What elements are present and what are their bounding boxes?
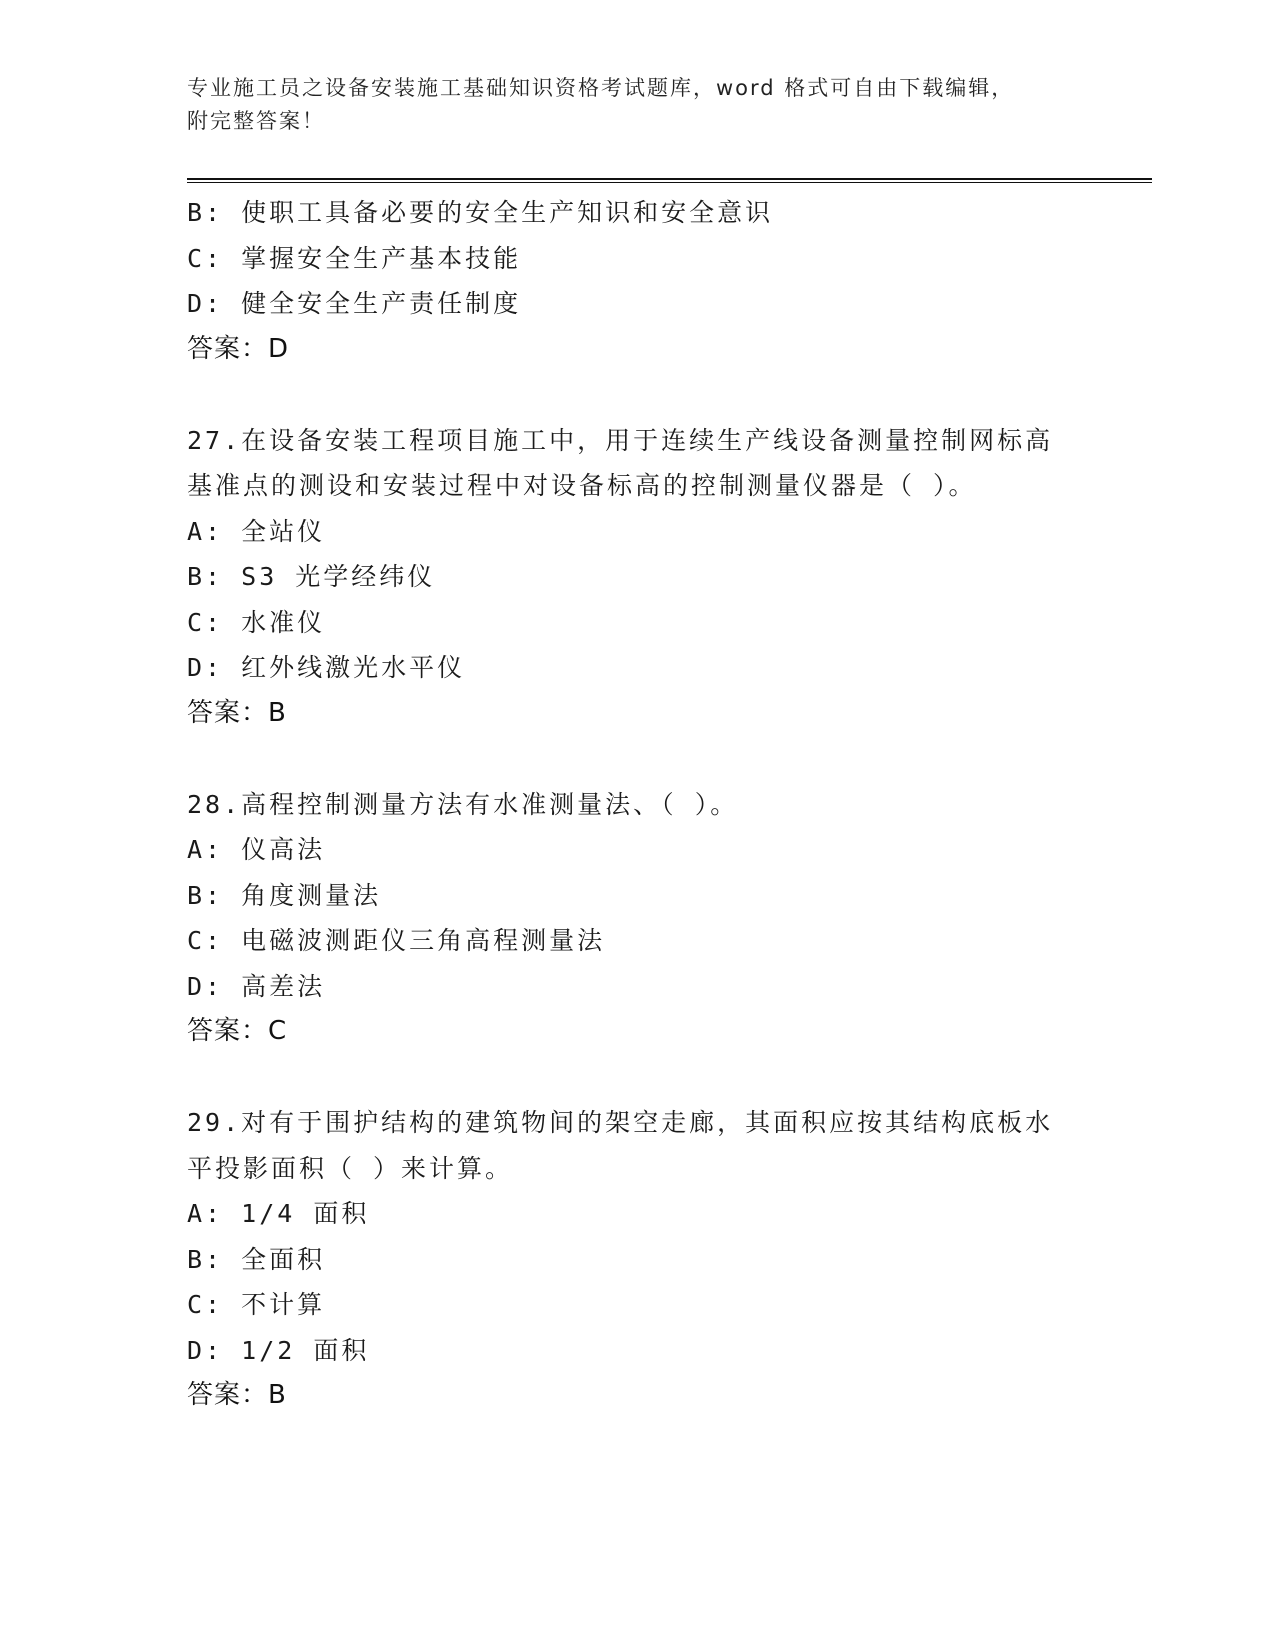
option-a: A: 仪高法 xyxy=(187,835,326,864)
document-page xyxy=(187,0,1152,1650)
option-c: C: 掌握安全生产基本技能 xyxy=(187,243,522,273)
question-27 xyxy=(187,418,1152,737)
question-text-line-1: 29.对有于围护结构的建筑物间的架空走廊，其面积应按其结构底板水 xyxy=(187,1108,1054,1137)
header-line-1: 专业施工员之设备安装施工基础知识资格考试题库，word 格式可自由下载编辑， xyxy=(187,76,1015,100)
question-26 xyxy=(187,190,1152,372)
option-b: B: 使职工具备必要的安全生产知识和安全意识 xyxy=(187,198,774,227)
answer-label: 答案：D xyxy=(187,333,290,364)
option-b: B: S3 光学经纬仪 xyxy=(187,562,436,591)
option-c: C: 水准仪 xyxy=(187,607,326,637)
spacer xyxy=(187,1055,1152,1101)
option-a: A: 全站仪 xyxy=(187,516,326,546)
question-text-line-1: 28.高程控制测量方法有水准测量法、（ ）。 xyxy=(187,789,739,819)
answer-label: 答案：B xyxy=(187,1380,287,1410)
header-divider xyxy=(187,178,1152,183)
option-d: D: 健全安全生产责任制度 xyxy=(187,289,522,318)
option-a: A: 1/4 面积 xyxy=(187,1199,370,1228)
answer-label: 答案：C xyxy=(187,1016,288,1046)
spacer xyxy=(187,372,1152,418)
option-d: D: 1/2 面积 xyxy=(187,1335,370,1365)
question-29 xyxy=(187,1100,1152,1419)
question-list xyxy=(187,190,1152,1419)
answer-label: 答案：B xyxy=(187,697,287,728)
header-line-2: 附完整答案！ xyxy=(187,109,325,133)
option-c: C: 电磁波测距仪三角高程测量法 xyxy=(187,926,606,955)
option-d: D: 红外线激光水平仪 xyxy=(187,653,466,682)
option-c: C: 不计算 xyxy=(187,1290,326,1319)
question-text-line-2: 基准点的测设和安装过程中对设备标高的控制测量仪器是（ ）。 xyxy=(187,471,977,500)
document-header xyxy=(187,72,1087,138)
option-b: B: 角度测量法 xyxy=(187,880,382,910)
option-d: D: 高差法 xyxy=(187,971,326,1001)
question-text-line-2: 平投影面积（ ）来计算。 xyxy=(187,1153,514,1183)
spacer xyxy=(187,736,1152,782)
question-28 xyxy=(187,782,1152,1055)
option-b: B: 全面积 xyxy=(187,1244,326,1274)
question-text-line-1: 27.在设备安装工程项目施工中，用于连续生产线设备测量控制网标高 xyxy=(187,425,1054,455)
